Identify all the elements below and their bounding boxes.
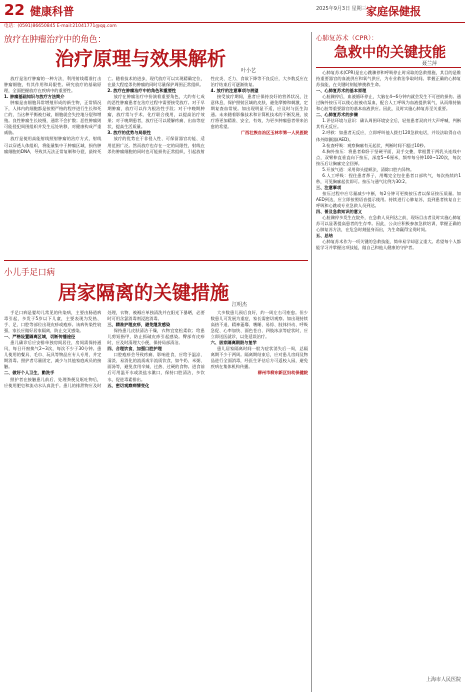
paragraph: 心肺复苏术作为一项关键的急救技能，简单易学却意义重大。希望每个人都能学习并掌握这项技能，做自己和他人健康的守护者。 bbox=[316, 239, 461, 251]
article2-title: 居家隔离的关键措施 bbox=[58, 282, 230, 304]
paragraph: 5.开放气道：采用仰头提颏法，清除口腔内异物。 bbox=[322, 166, 415, 172]
article1-author: 叶小艺 bbox=[241, 68, 257, 74]
article1-title: 治疗原理与效果解析 bbox=[55, 48, 227, 70]
subheading: 2. 放疗在肿瘤治疗中的角色和重要性 bbox=[107, 88, 177, 94]
subheading: 1. 肿瘤基础知识与放疗方法简介 bbox=[4, 94, 65, 100]
subheading: 二、做好个人卫生，勤洗手 bbox=[4, 370, 55, 376]
paragraph: 肿瘤是由细胞异常增殖形成的新生物，正常情况下，人体内的细胞都是按照严格的程序进行生长和死亡的，当这种平衡被打破，细胞就会失控地分裂和增殖。良性肿瘤生长较慢，通常不会扩散；恶性肿瘤则可能侵犯周围组织并发生远处转移，对健康构成严重威胁。 bbox=[4, 100, 102, 136]
article2-author: 江明杰 bbox=[232, 302, 248, 308]
paragraph: 心肺复苏术(CPR)是在心跳骤停和呼吸停止时采取的急救措施，其目的是维持重要器官的血液供应和氧气供应，为专业救治争取时间。掌握正确的心肺复苏技能，在关键时刻能够挽救生命。 bbox=[316, 70, 461, 88]
paragraph: 患儿确诊后应安排单独房间居住，房间需保持通风，每日开窗换气2~3次，每次不少于30分钟。患儿使用的餐具、毛巾、玩具等物品应专人专用，并定期消毒。照护者尽量固定，减少与其他家庭成员的接触。 bbox=[4, 340, 102, 370]
column-divider bbox=[311, 32, 312, 692]
subheading: 3. 放疗的优势与局限性 bbox=[107, 130, 151, 136]
paragraph: 接受放疗期间，患者应保持良好的营养状况，注意休息，保护照射区域的皮肤，避免摩擦和刺激，定期复查血常规。如出现明显不适，应及时与医生沟通。未来随着影像技术和计算机技术的不断发展，放疗将更加精准、安全、有效，为更多肿瘤患者带来治愈的希望。 bbox=[210, 94, 308, 130]
article3-body bbox=[316, 70, 461, 674]
article3-title: 急救中的关键技能 bbox=[334, 45, 446, 61]
paragraph: 2.呼救：如患者无反应，立即呼叫他人拨打120急救电话，并设法取得自动体外除颤器(AED)。 bbox=[316, 130, 461, 142]
article1-kicker: 放疗在肿瘤治疗中的角色： bbox=[4, 35, 107, 45]
paragraph: 心脏骤停后，血液循环停止，大脑在4~6分钟内就会发生不可逆的损伤。通过胸外按压可以使心脏被动泵血，配合人工呼吸为血液提供氧气，从而维持脑和心脏等重要器官的基本血液供应。因此，及时实施心肺复苏至关重要。 bbox=[316, 94, 461, 112]
paragraph: 保持患儿皮肤清洁干燥，衣物宜宽松柔软；给患儿剪短指甲，防止抓破皮疹引起感染。臀部有皮疹时，应及时清理大小便，保持局部清洁。 bbox=[107, 328, 205, 346]
issue-date: 2025年9月3日 星期三 bbox=[316, 6, 367, 12]
subheading: 六、居家隔离期限与复学 bbox=[210, 340, 257, 346]
paragraph: 3.检查呼吸：观察胸廓有无起伏，判断时间不超过10秒。 bbox=[322, 142, 428, 148]
paragraph: 照护者在接触患儿前后、处理粪便及呕吐物后，应使用肥皂和流动水认真洗手。患儿的排泄物应及时处理，衣物、被褥应单独清洗并在阳光下暴晒，必要时可用含氯消毒剂浸泡消毒。 bbox=[4, 310, 205, 388]
source-line: 广西壮族自治区玉林市第一人民医院 bbox=[240, 130, 308, 136]
subheading: 三、注意事项 bbox=[316, 184, 342, 190]
page-number: 22 bbox=[4, 1, 25, 19]
article3-label: 心肺复苏术（CPR）： bbox=[316, 34, 378, 42]
paragraph: 放疗是治疗肿瘤的一种方法，利用射线精准打击肿瘤细胞，有其作用和局限性。研究放疗的基础原理，全面把握放疗在疾病中的重要性。 bbox=[4, 76, 102, 94]
paragraph: 放疗的优势在于非侵入性、可保留器官功能、适用范围广泛。然而放疗也存在一定的局限性，射线在杀伤肿瘤细胞的同时也可能损伤正常组织，引起放射性皮炎、乏力、食欲下降等不良反应，大多数反应在治疗结束后可逐渐恢复。 bbox=[107, 76, 308, 154]
paragraph: 放疗在肿瘤治疗中扮演着重要角色，大约有七成的恶性肿瘤患者在治疗过程中需要接受放疗。对于早期肿瘤，放疗可以作为根治性手段；对于中晚期肿瘤，放疗常与手术、化疗联合使用，以提高治疗效果；对于晚期患者，放疗还可以缓解疼痛、出血等症状，提高生活质量。 bbox=[107, 94, 205, 130]
paragraph: 手足口病是婴幼儿常见的传染病，主要由肠道病毒引起，多发于5岁以下儿童，主要表现为发热、手、足、口腔等部位出现皮疹或疱疹。该病传染性较强，家长应做好居家隔离，防止交叉感染。 bbox=[4, 310, 102, 334]
article2-body bbox=[4, 310, 308, 692]
article2-kicker: 小儿手足口病 bbox=[4, 268, 56, 278]
paragraph: 患儿居家隔离时间一般为症状消失后一周，总隔离期不少于两周。隔离期结束后，应对患儿房间及物品进行全面消毒，经医生评估后方可返校入园，避免疾病在集体机构传播。 bbox=[210, 346, 308, 370]
article3-header bbox=[316, 33, 461, 68]
article3-author: 聂兰萍 bbox=[422, 61, 438, 67]
subheading: 4. 放疗的注意事项与展望 bbox=[210, 88, 259, 94]
paragraph: 口腔疱疹会导致疼痛、影响进食，应给予温凉、清淡、易消化的流质或半流质饮食，如牛奶、米粥、面汤等，避免食用辛辣、过热、过硬的食物。进食前后可用温开水或淡盐水漱口，保持口腔清洁，多饮水，促进毒素排出。 bbox=[107, 352, 205, 382]
article1-body bbox=[4, 76, 308, 256]
section-title: 健康科普 bbox=[30, 5, 74, 18]
subheading: 二、心肺复苏术的步骤 bbox=[316, 112, 358, 118]
subheading: 三、精准护理皮疹，避免继发感染 bbox=[107, 322, 171, 328]
paragraph: 4.胸外按压：将患者仰卧于坚硬平面，双手交叠，掌根置于两乳头连线中点，双臂伸直垂直向下按压，深度5~6厘米，频率每分钟100~120次，每次按压后让胸廓完全回弹。 bbox=[316, 148, 461, 166]
subheading: 一、心肺复苏术的基本原理 bbox=[316, 88, 367, 94]
subheading: 五、密切观察病情变化 bbox=[107, 382, 150, 388]
paragraph: 心脏骤停多发生在院外，在急救人员到达之前，现场目击者及时实施心肺复苏可以显著提高患者的生存率。因此，公众应积极参加急救培训，掌握正确的心肺复苏方法，在危急时刻挺身而出，为生命赢得宝贵时间。 bbox=[316, 215, 461, 233]
paragraph: 6.人工呼吸：捏住患者鼻子，用嘴完全包住患者口部吹气，每次持续约1秒，可见胸廓起伏即可。按压与通气比例为30:2。 bbox=[316, 172, 461, 184]
subheading: 四、普及急救知识的意义 bbox=[316, 209, 363, 215]
article3-footer: 上海市人民医院 bbox=[425, 677, 461, 683]
article-divider bbox=[4, 260, 308, 261]
newspaper-name: 家庭保健报 bbox=[366, 5, 421, 18]
subheading: 一、严格设置隔离区域，切断传播途径 bbox=[4, 334, 76, 340]
contact-line: 电话：(0591)86650845 E-mail:21041771@qq.com bbox=[4, 24, 117, 29]
paragraph: 按压过程中应尽量减少中断，每2分钟可更换按压者以保证按压质量。如AED到达，应立即按照语音提示使用。持续进行心肺复苏，直到患者恢复自主呼吸和心跳或专业急救人员到达。 bbox=[316, 190, 461, 209]
paragraph: 放疗是使用高能射线照射肿瘤的治疗方式，射线可以穿透人体组织，将能量集中于肿瘤区域，损伤肿瘤细胞的DNA，导致其无法正常复制和分裂，最终死亡。随着技术的进步，现代放疗可以实现精确定位，在最大程度杀伤肿瘤的同时尽量保护周围正常组织。 bbox=[4, 76, 205, 154]
page-header bbox=[0, 0, 465, 23]
subheading: 五、总结 bbox=[316, 233, 333, 239]
subheading: 四、合理饮食，加强口腔护理 bbox=[107, 346, 162, 352]
source-line: 柳州市柳东新区妇幼保健院 bbox=[257, 370, 308, 376]
paragraph: 1.评估环境与意识：确认周围环境安全后，轻拍患者双肩并大声呼喊，判断其有无反应。 bbox=[316, 118, 461, 130]
paragraph: 大多数患儿预后良好，约一周左右可痊愈。但少数患儿可发展为重症，家长需密切观察。如出现持续高热不退、精神萎靡、嗜睡、易惊、肢体抖动、呼吸急促、心率加快、面色苍白、四肢冰凉等症状时，应立即送医就诊，以免延误治疗。 bbox=[210, 310, 308, 340]
